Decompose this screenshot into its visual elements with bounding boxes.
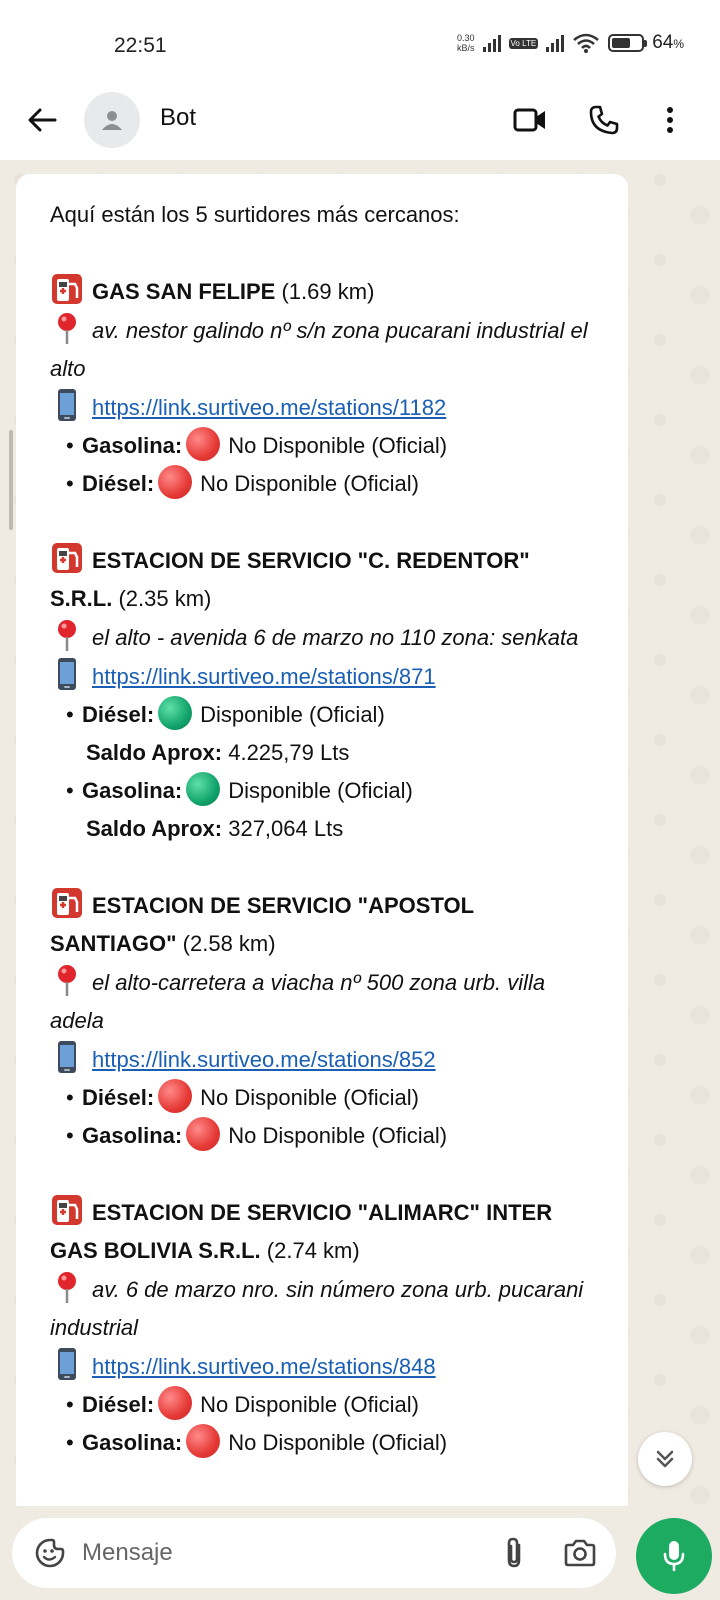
station-link-row <box>50 388 596 427</box>
bullet: • <box>66 1430 74 1455</box>
double-chevron-down-icon <box>654 1448 676 1470</box>
signal-icon-2 <box>546 34 564 52</box>
station-title <box>50 886 596 963</box>
saldo-row <box>50 810 596 848</box>
scrollbar[interactable] <box>9 430 13 530</box>
status-bar <box>0 0 720 84</box>
station-title <box>50 1193 596 1270</box>
station-distance: (2.35 km) <box>118 586 212 611</box>
fuel-pump-icon <box>50 886 84 920</box>
fuel-status-text: Disponible (Oficial) <box>200 702 385 727</box>
more-options-button[interactable] <box>650 100 690 140</box>
station-link-row <box>50 657 596 696</box>
back-button[interactable] <box>22 100 62 140</box>
network-speed <box>457 33 475 53</box>
saldo-label: Saldo Aprox: <box>86 740 223 765</box>
station-distance: (2.58 km) <box>182 931 276 956</box>
station-link[interactable]: https://link.surtiveo.me/stations/871 <box>92 664 436 689</box>
fuel-status-row <box>50 1424 596 1462</box>
fuel-status-text: No Disponible (Oficial) <box>200 1392 420 1417</box>
voice-message-button[interactable] <box>636 1518 712 1594</box>
red-circle-icon <box>186 1117 220 1151</box>
battery-percent-unit: % <box>673 37 684 51</box>
station-address: el alto-carretera a viacha nº 500 zona urb. villa adela <box>50 970 546 1033</box>
bullet: • <box>66 1123 74 1148</box>
station-title <box>50 541 596 618</box>
saldo-value: 327,064 Lts <box>228 816 344 841</box>
station-item <box>50 886 596 1155</box>
round-pushpin-icon <box>50 1270 84 1304</box>
fuel-status-text: No Disponible (Oficial) <box>228 1430 448 1455</box>
chat-area[interactable] <box>0 160 720 1506</box>
fuel-type-label: Gasolina: <box>82 778 183 803</box>
fuel-status-row <box>50 1386 596 1424</box>
more-vertical-icon <box>666 106 674 134</box>
red-circle-icon <box>158 1386 192 1420</box>
saldo-value: 4.225,79 Lts <box>228 740 350 765</box>
fuel-status-row <box>50 1117 596 1155</box>
station-address: av. 6 de marzo nro. sin número zona urb. pucarani industrial <box>50 1277 584 1340</box>
round-pushpin-icon <box>50 311 84 345</box>
contact-name[interactable]: Bot <box>160 104 197 131</box>
mobile-phone-icon <box>50 1040 84 1074</box>
fuel-pump-icon <box>50 541 84 575</box>
station-address-row <box>50 311 596 388</box>
message-input-bar <box>0 1506 720 1600</box>
station-address-row <box>50 618 596 657</box>
mobile-phone-icon <box>50 388 84 422</box>
bullet: • <box>66 1085 74 1110</box>
wifi-icon <box>572 33 600 53</box>
fuel-status-row <box>50 465 596 503</box>
fuel-status-text: No Disponible (Oficial) <box>200 1085 420 1110</box>
station-address-row <box>50 963 596 1040</box>
fuel-status-row <box>50 1079 596 1117</box>
microphone-icon <box>661 1539 687 1573</box>
status-time: 22:51 <box>114 34 167 57</box>
paperclip-icon <box>503 1536 525 1570</box>
scroll-to-bottom-button[interactable] <box>638 1432 692 1486</box>
station-distance: (2.74 km) <box>266 1238 360 1263</box>
station-distance: (1.69 km) <box>281 279 375 304</box>
volte-badge: Vo LTE <box>510 38 537 48</box>
fuel-status-row <box>50 772 596 810</box>
station-item <box>50 541 596 848</box>
fuel-type-label: Gasolina: <box>82 433 183 458</box>
bullet: • <box>66 778 74 803</box>
sticker-button[interactable] <box>30 1533 70 1573</box>
network-speed-value: 0.30 <box>457 33 475 43</box>
saldo-row <box>50 734 596 772</box>
message-input-container <box>12 1518 616 1588</box>
saldo-label: Saldo Aprox: <box>86 816 223 841</box>
battery-percent-value: 64 <box>652 32 674 53</box>
station-name: ESTACION DE SERVICIO "ALIMARC" INTER GAS BOLIVIA S.R.L. <box>50 1200 553 1263</box>
green-circle-icon <box>158 696 192 730</box>
fuel-status-text: No Disponible (Oficial) <box>200 471 420 496</box>
message-input[interactable] <box>82 1534 482 1572</box>
fuel-status-text: No Disponible (Oficial) <box>228 433 448 458</box>
fuel-type-label: Gasolina: <box>82 1430 183 1455</box>
video-call-button[interactable] <box>510 100 550 140</box>
mobile-phone-icon <box>50 657 84 691</box>
station-list <box>50 272 596 1462</box>
station-link-row <box>50 1040 596 1079</box>
station-item <box>50 1193 596 1462</box>
person-icon <box>101 109 123 131</box>
red-circle-icon <box>158 465 192 499</box>
bullet: • <box>66 702 74 727</box>
camera-icon <box>563 1539 597 1567</box>
red-circle-icon <box>186 427 220 461</box>
station-name: ESTACION DE SERVICIO "APOSTOL SANTIAGO" <box>50 893 474 956</box>
attach-button[interactable] <box>494 1533 534 1573</box>
red-circle-icon <box>186 1424 220 1458</box>
arrow-left-icon <box>27 107 57 133</box>
station-item <box>50 272 596 503</box>
message-bubble[interactable] <box>16 174 628 1516</box>
fuel-pump-icon <box>50 1193 84 1227</box>
fuel-pump-icon <box>50 272 84 306</box>
video-camera-icon <box>513 107 547 133</box>
avatar[interactable] <box>84 92 140 148</box>
camera-button[interactable] <box>560 1533 600 1573</box>
bullet: • <box>66 471 74 496</box>
station-link[interactable]: https://link.surtiveo.me/stations/852 <box>92 1047 436 1072</box>
fuel-type-label: Diésel: <box>82 1392 155 1417</box>
fuel-type-label: Diésel: <box>82 1085 155 1110</box>
status-icons <box>457 32 684 54</box>
station-name: ESTACION DE SERVICIO "C. REDENTOR" S.R.L. <box>50 548 530 611</box>
station-name: GAS SAN FELIPE <box>92 279 276 304</box>
battery-icon <box>608 34 644 52</box>
round-pushpin-icon <box>50 618 84 652</box>
sticker-smiley-icon <box>34 1537 66 1569</box>
station-address: av. nestor galindo nº s/n zona pucarani industrial el alto <box>50 318 588 381</box>
network-speed-unit: kB/s <box>457 43 475 53</box>
station-address-row <box>50 1270 596 1347</box>
fuel-status-row <box>50 427 596 465</box>
fuel-type-label: Diésel: <box>82 471 155 496</box>
battery-level <box>612 38 630 48</box>
station-title <box>50 272 596 311</box>
station-link[interactable]: https://link.surtiveo.me/stations/848 <box>92 1354 436 1379</box>
message-intro: Aquí están los 5 surtidores más cercanos: <box>50 202 460 227</box>
mobile-phone-icon <box>50 1347 84 1381</box>
fuel-status-text: No Disponible (Oficial) <box>228 1123 448 1148</box>
station-address: el alto - avenida 6 de marzo no 110 zona: senkata <box>92 625 579 650</box>
fuel-status-text: Disponible (Oficial) <box>228 778 413 803</box>
signal-icon <box>483 34 501 52</box>
green-circle-icon <box>186 772 220 806</box>
voice-call-button[interactable] <box>584 100 624 140</box>
fuel-type-label: Gasolina: <box>82 1123 183 1148</box>
station-link-row <box>50 1347 596 1386</box>
phone-icon <box>589 105 619 135</box>
bullet: • <box>66 1392 74 1417</box>
station-link[interactable]: https://link.surtiveo.me/stations/1182 <box>92 395 447 420</box>
battery-percent <box>652 32 684 54</box>
chat-header <box>0 84 720 160</box>
red-circle-icon <box>158 1079 192 1113</box>
fuel-status-row <box>50 696 596 734</box>
round-pushpin-icon <box>50 963 84 997</box>
fuel-type-label: Diésel: <box>82 702 155 727</box>
bullet: • <box>66 433 74 458</box>
